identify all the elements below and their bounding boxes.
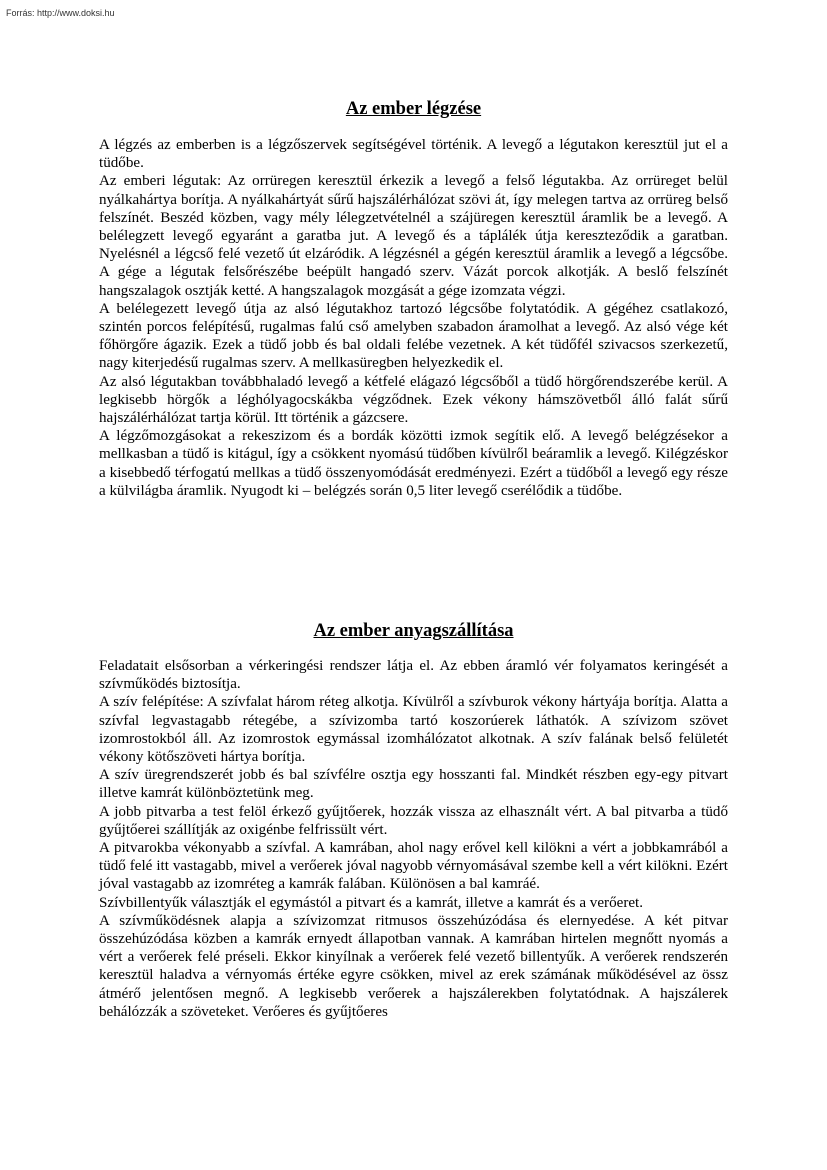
section-body-breathing (99, 136, 728, 500)
section-title-breathing: Az ember légzése (345, 99, 482, 119)
paragraph: Az alsó légutakban továbbhaladó levegő a kétfelé elágazó légcsőből a tüdő hörgőrendszerébe kerül. A legkisebb hörgők a léghólyagocskákba végződnek. Ezek vékony hámszövetből álló falát sűrű hajszálérhálózat tartja körül. Itt történik a gázcsere. (99, 373, 728, 427)
paragraph: A szívműködésnek alapja a szívizomzat ritmusos összehúzódása és elernyedése. A két pitvar összehúzódása közben a kamrák ernyedt állapotban vannak. A kamrában hirtelen megnőtt nyomás a vért a verőerek felé préseli. Ekkor kinyílnak a verőerek felé vezető billentyűk. A verőerek rendszerén keresztül haladva a vérnyomás értéke egyre csökken, mivel az erek számának működésével az össz átmérő jelentősen megnő. A legkisebb verőerek a hajszálerekben folytatódnak. A hajszálerek behálózzák a szöveteket. Verőeres és gyűjtőeres (99, 912, 728, 1020)
paragraph: A szív üregrendszerét jobb és bal szívfélre osztja egy hosszanti fal. Mindkét részben egy-egy pitvart illetve kamrát különböztetünk meg. (99, 767, 728, 802)
section-body-circulation (99, 657, 728, 1021)
section-title-circulation: Az ember anyagszállítása (313, 621, 514, 641)
paragraph: A pitvarokba vékonyabb a szívfal. A kamrában, ahol nagy erővel kell kilökni a vért a jobbkamrából a tüdő felé itt vastagabb, mivel a verőerek jóval nagyobb vérnyomásával szembe kell a vért kilökni. Ezért jóval vastagabb az izomréteg a kamrák falában. Különösen a bal kamráé. (99, 840, 728, 893)
paragraph: A belélegezett levegő útja az alsó légutakhoz tartozó légcsőbe folytatódik. A gégéhez csatlakozó, szintén porcos felépítésű, rugalmas falú cső amelyben szabadon áramolhat a levegő. Az alsó vége két főhörgőre ágazik. Ezek a tüdő jobb és bal oldali felébe vezetnek. A két tüdőfél szivacsos szerkezetű, nagy kiterjedésű rugalmas szerv. A mellkasüregben helyezkedik el. (99, 300, 728, 372)
paragraph: Az emberi légutak: Az orrüregen keresztül érkezik a levegő a felső légutakba. Az orrüreget belül nyálkahártya borítja. A nyálkahártyát sűrű hajszálérhálózat szövi át, így melegen tartva az orrüreg belső felszínét. Beszéd közben, vagy mély lélegzetvételnél a szájüregen keresztül áramlik be a levegő. A belélegzett levegő egyaránt a garatba jut. A levegő és a táplálék útja kereszteződik a garatban. Nyelésnél a légcső felé vezető út elzáródik. A légzésnél a gégén keresztül áramlik a levegő a légcsőbe. A gége a légutak felsőrészébe beépült hangadó szerv. Vázát porcok alkotják. A beslő felszínét hangszalagok osztják ketté. A hangszalagok mozgását a gége izomzata végzi. (99, 173, 728, 299)
paragraph: Feladatait elsősorban a vérkeringési rendszer látja el. Az ebben áramló vér folyamatos keringését a szívműködés biztosítja. (99, 658, 728, 693)
paragraph: A légzés az emberben is a légzőszervek segítségével történik. A levegő a légutakon keresztül jut el a tüdőbe. (99, 137, 728, 172)
paragraph: A jobb pitvarba a test felöl érkező gyűjtőerek, hozzák vissza az elhasznált vért. A bal pitvarba a tüdő gyűjtőerei szállítják az oxigénbe felfrissült vért. (99, 803, 728, 838)
source-label: Forrás: http://www.doksi.hu (6, 8, 115, 18)
paragraph: A légzőmozgásokat a rekeszizom és a bordák közötti izmok segítik elő. A levegő belégzésekor a mellkasban a tüdő is kitágul, így a csökkent nyomású tüdőben kívülről beáramlik a levegő. Kilégzéskor a kisebbedő térfogatú mellkas a tüdő összenyomódását eredményezi. Ezért a tüdőből a levegő egy része a külvilágba áramlik. Nyugodt ki – belégzés során 0,5 liter levegő cserélődik a tüdőbe. (99, 428, 728, 499)
paragraph: Szívbillentyűk választják el egymástól a pitvart és a kamrát, illetve a kamrát és a verőeret. (99, 894, 644, 911)
paragraph: A szív felépítése: A szívfalat három réteg alkotja. Kívülről a szívburok vékony hártyája borítja. Alatta a szívfal legvastagabb rétegébe, a szívizomba tartó koszorúerek láthatók. A szívizom szövet izomrostokból áll. Az izomrostok egymással izomhálózatot alkotnak. A szív falának belső felületét vékony kötőszöveti hártya borítja. (99, 694, 728, 766)
